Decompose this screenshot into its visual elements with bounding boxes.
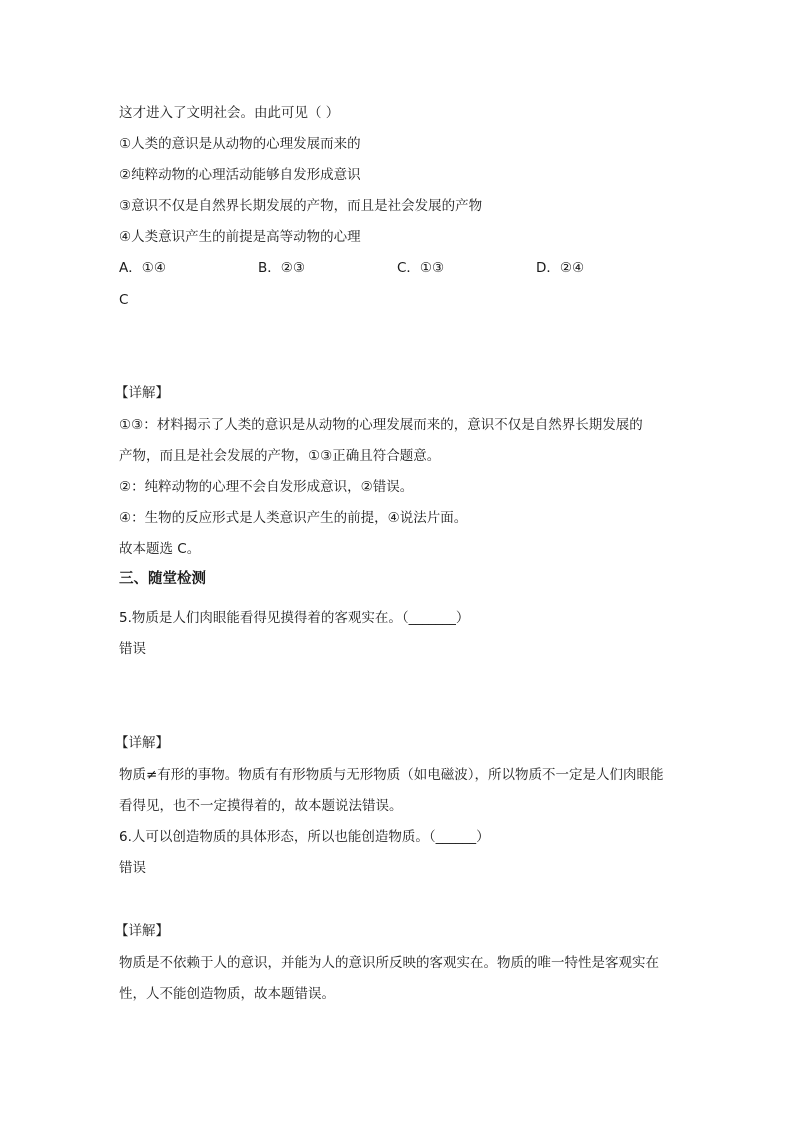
q5-detail-line-2: 看得见，也不一定摸得着的，故本题说法错误。 <box>119 798 403 814</box>
q4-detail-line-4: ④：生物的反应形式是人类意识产生的前提，④说法片面。 <box>119 510 468 526</box>
q4-statement-2: ②纯粹动物的心理活动能够自发形成意识 <box>119 167 361 183</box>
q6-detail-title: 【详解】 <box>115 923 169 939</box>
q4-answer: C <box>119 292 129 308</box>
q6-question: 6.人可以创造物质的具体形态，所以也能创造物质。（______） <box>119 829 490 845</box>
q6-detail-line-1: 物质是不依赖于人的意识，并能为人的意识所反映的客观实在。物质的唯一特性是客观实在 <box>119 955 659 971</box>
q4-statement-4: ④人类意识产生的前提是高等动物的心理 <box>119 229 361 245</box>
q4-option-c: C．①③ <box>397 260 445 276</box>
q4-statement-1: ①人类的意识是从动物的心理发展而来的 <box>119 136 361 152</box>
q5-detail-line-1: 物质≠有形的事物。物质有有形物质与无形物质（如电磁波），所以物质不一定是人们肉眼能 <box>119 767 664 783</box>
q4-detail-line-5: 故本题选 C。 <box>119 541 201 557</box>
q4-statement-3: ③意识不仅是自然界长期发展的产物，而且是社会发展的产物 <box>119 198 483 214</box>
q4-detail-line-1: ①③：材料揭示了人类的意识是从动物的心理发展而来的，意识不仅是自然界长期发展的 <box>119 417 643 433</box>
q4-option-d: D．②④ <box>536 260 585 276</box>
q4-detail-line-2: 产物，而且是社会发展的产物，①③正确且符合题意。 <box>119 448 441 464</box>
section-title: 三、随堂检测 <box>119 571 206 587</box>
q5-detail-title: 【详解】 <box>115 735 169 751</box>
q5-question: 5.物质是人们肉眼能看得见摸得着的客观实在。（_______） <box>119 610 470 626</box>
q4-stem: 这才进入了文明社会。由此可见（ ） <box>119 105 340 121</box>
q4-option-b: B．②③ <box>258 260 305 276</box>
q4-detail-title: 【详解】 <box>115 385 169 401</box>
q5-answer: 错误 <box>119 641 146 657</box>
q4-detail-line-3: ②：纯粹动物的心理不会自发形成意识，②错误。 <box>119 479 414 495</box>
q4-option-a: A．①④ <box>119 260 166 276</box>
q6-detail-line-2: 性，人不能创造物质，故本题错误。 <box>119 986 335 1002</box>
q6-answer: 错误 <box>119 860 146 876</box>
